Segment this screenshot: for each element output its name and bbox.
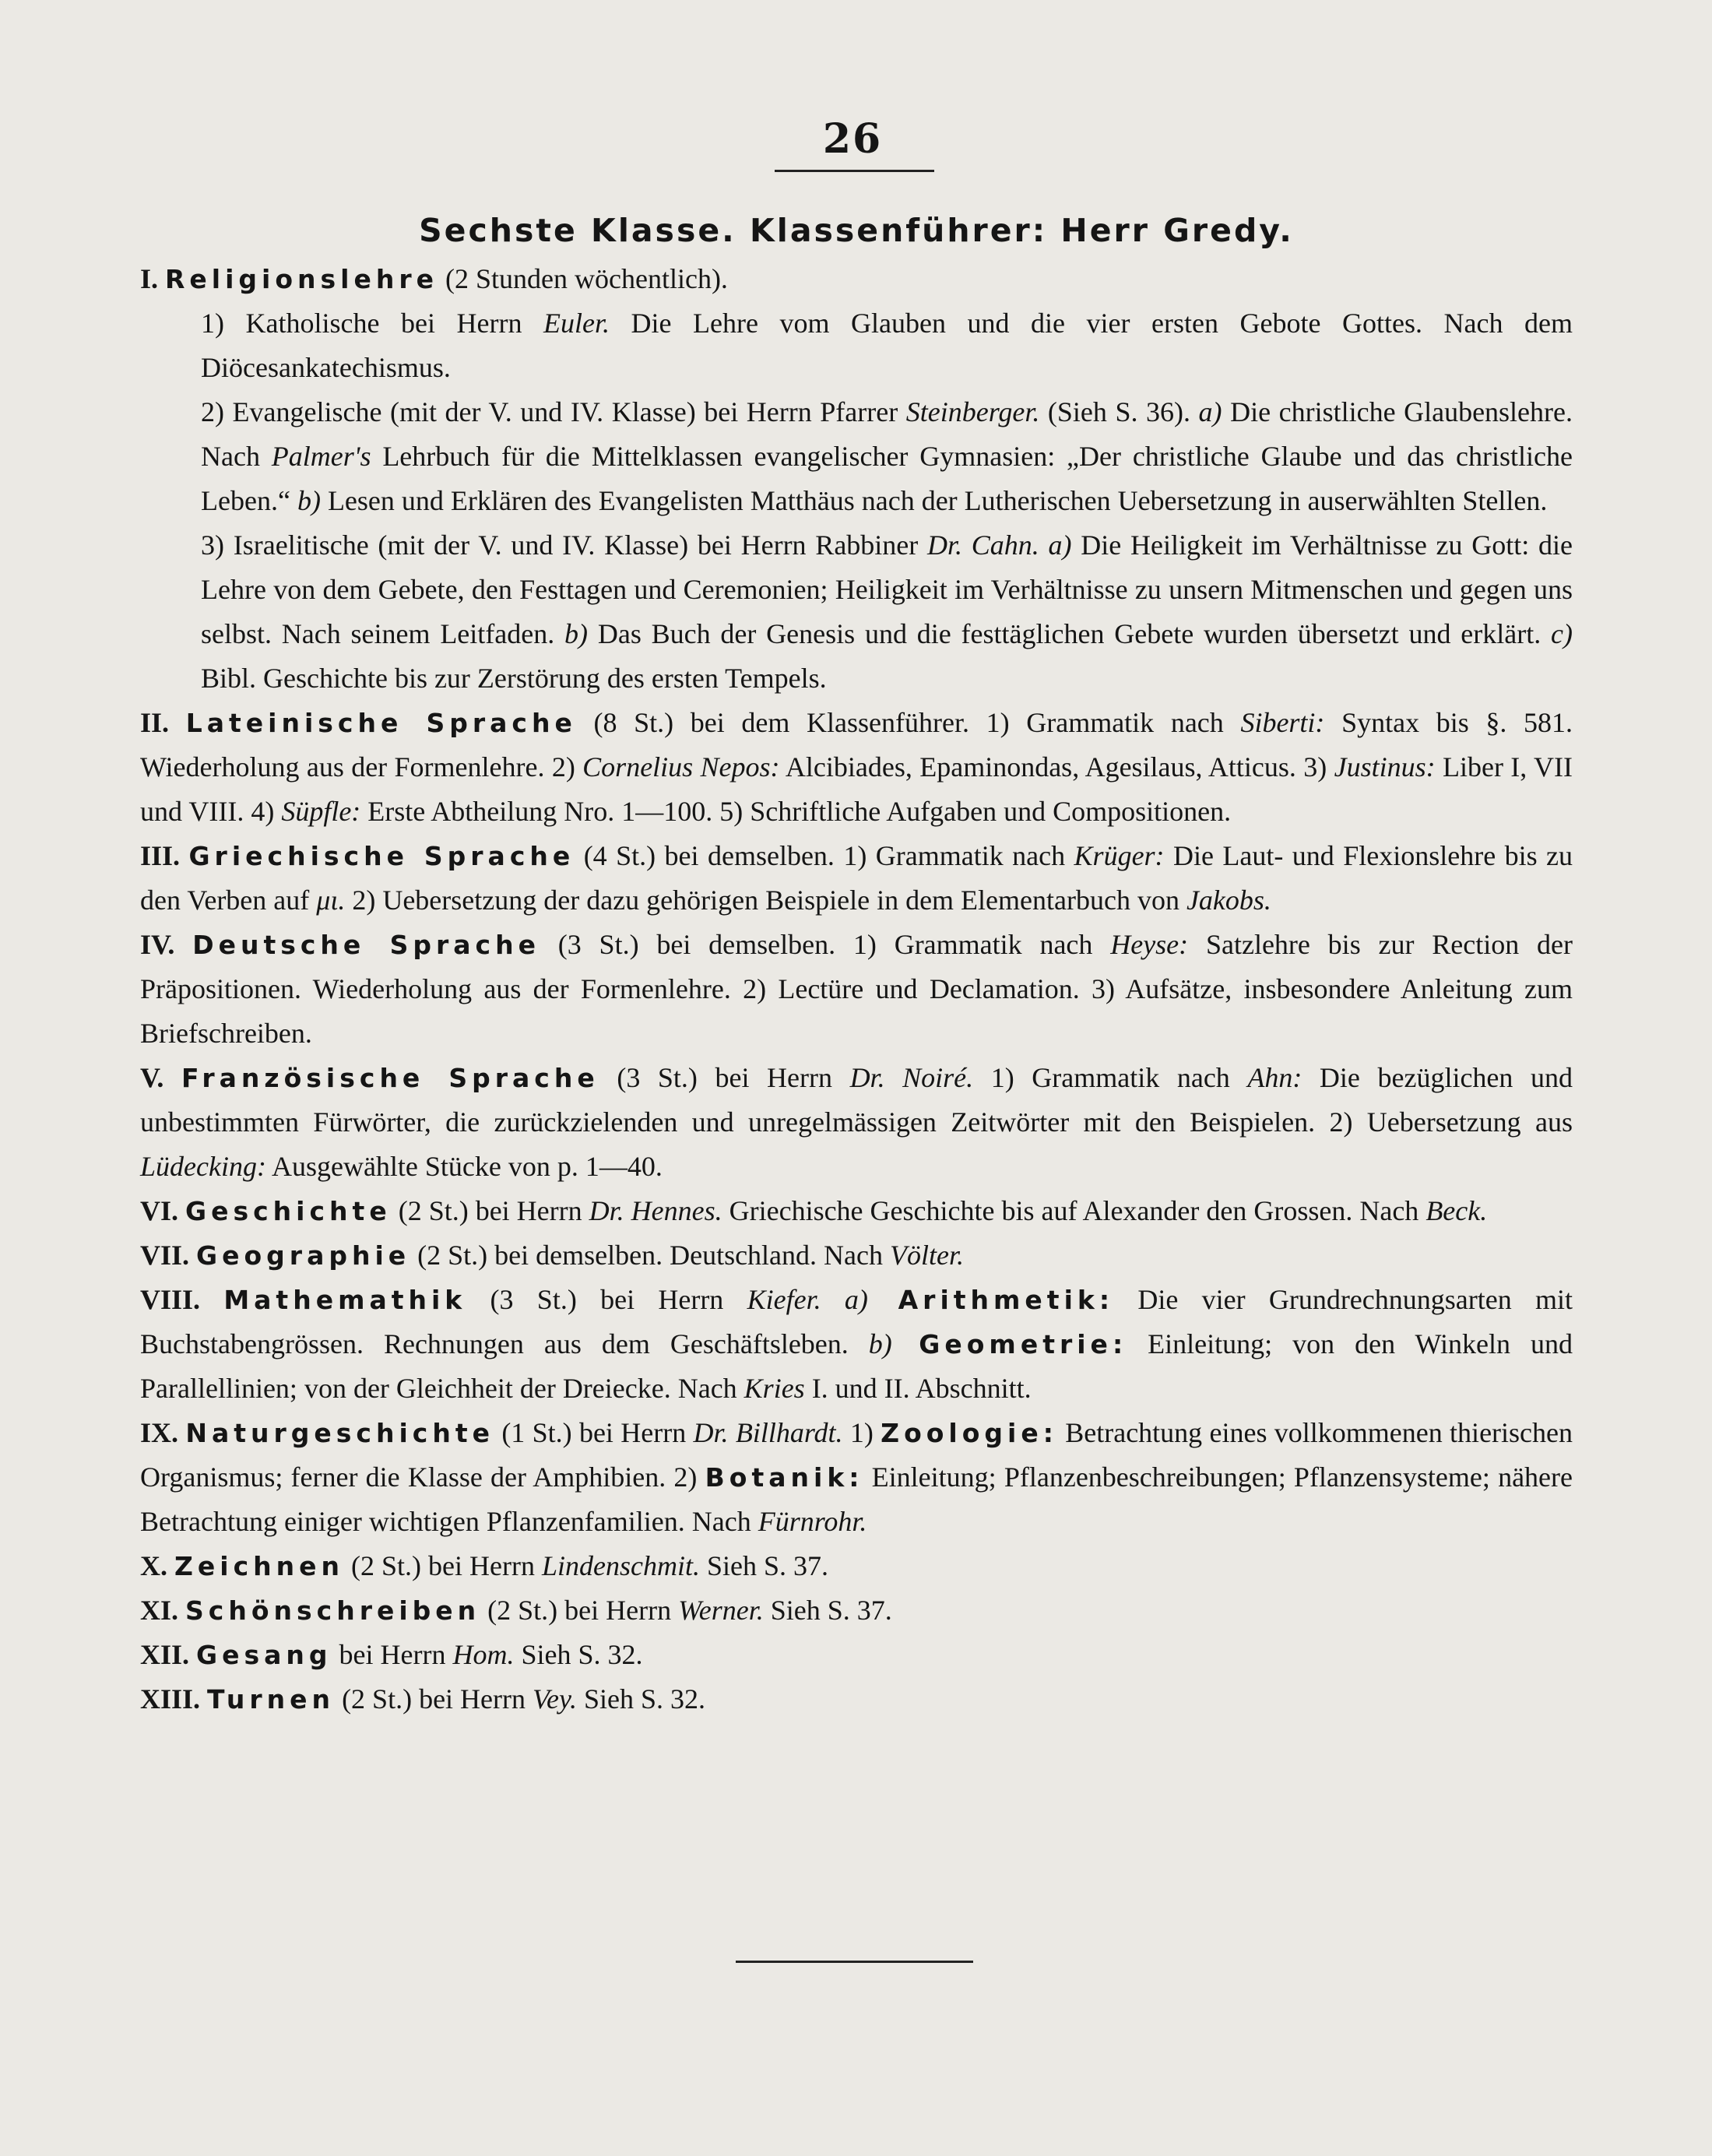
book-author: Ahn: (1247, 1062, 1302, 1093)
topic-name: Arithmetik: (867, 1285, 1115, 1315)
page-number: 26 (822, 115, 883, 163)
section-text: 1) Grammatik nach (973, 1062, 1248, 1093)
book-author: Heyse: (1110, 929, 1189, 960)
section-text: (2 St.) bei Herrn (344, 1550, 542, 1581)
section-text: Sieh S. 32. (576, 1683, 706, 1715)
sub-text: Die Heiligkeit im Verhältnisse zu Gott: die Lehre von dem Gebete, den Festtagen und Ceremonien; Heiligkeit im Verhältnisse zu unsern Mitmenschen und gegen uns selbst. Nach seinem Leitfaden. (201, 529, 1573, 649)
section-text: Die vier Grundrechnungsarten mit Buchstabengrössen. Rechnungen aus dem Geschäftsleben. (140, 1284, 1573, 1359)
teacher-name: Lindenschmit. (541, 1550, 700, 1581)
section-text: Liber I, VII und VIII. 4) (140, 751, 1573, 827)
topic-name: Geometrie: (891, 1329, 1128, 1359)
section-text: Erste Abtheilung Nro. 1—100. 5) Schriftliche Aufgaben und Compositionen. (360, 796, 1232, 827)
section-text: Griechische Geschichte bis auf Alexander den Grossen. Nach (722, 1195, 1426, 1226)
sub-text: Katholische bei Herrn (245, 308, 543, 339)
section-text: Betrachtung eines vollkommenen thierischen Organismus; ferner die Klasse der Amphibien. 2) (140, 1417, 1573, 1493)
greek-term: μι. (316, 885, 346, 916)
book-author: Kries (744, 1373, 805, 1404)
book-author: Justinus: (1334, 751, 1436, 783)
section-text: bei Herrn (332, 1639, 453, 1670)
section-text: (8 St.) bei dem Klassenführer. 1) Grammatik nach (576, 707, 1241, 738)
book-author: Lüdecking: (140, 1151, 266, 1182)
section-french (140, 1056, 1573, 1189)
section-german (140, 923, 1573, 1056)
section-number: I. (140, 263, 159, 294)
sub-text: Die christliche Glaubenslehre. Nach (201, 396, 1573, 472)
book-author: Jakobs. (1186, 885, 1271, 916)
section-religion (140, 257, 1573, 301)
section-number: VII. (140, 1240, 190, 1271)
top-rule (775, 170, 934, 172)
religion-catholic (201, 301, 1573, 390)
section-text: (2 St.) bei Herrn (480, 1595, 679, 1626)
section-text: Alcibiades, Epaminondas, Agesilaus, Atticus. 3) (779, 751, 1334, 783)
subject-name: Französische Sprache (181, 1063, 599, 1093)
section-text: (1 St.) bei Herrn (494, 1417, 694, 1448)
subject-name: Turnen (207, 1684, 336, 1715)
section-number: IV. (140, 929, 175, 960)
section-text: I. und II. Abschnitt. (804, 1373, 1032, 1404)
section-text: 1) (842, 1417, 881, 1448)
item-marker: c) (1551, 618, 1573, 649)
section-text: Die Laut- und Flexionslehre bis zu den Verben auf (140, 840, 1573, 916)
section-number: XII. (140, 1639, 190, 1670)
sub-text: Die Lehre vom Glauben und die vier ersten Gebote Gottes. Nach dem Diöcesankatechismus. (201, 308, 1573, 383)
sub-text: Bibl. Geschichte bis zur Zerstörung des ersten Tempels. (201, 663, 827, 694)
section-text: Sieh S. 37. (699, 1550, 829, 1581)
subject-name: Griechische Sprache (188, 841, 575, 871)
religion-evangelical (201, 390, 1573, 523)
book-author: Süpfle: (281, 796, 361, 827)
book-author: Völter. (890, 1240, 964, 1271)
section-text: Sieh S. 37. (763, 1595, 892, 1626)
item-marker: a) (1198, 396, 1222, 427)
book-author: Fürnrohr. (758, 1506, 867, 1537)
section-text: Die bezüglichen und unbestimmten Fürwörter, die zurückzielenden und unregelmässigen Zeitwörter mit den Beispielen. 2) Uebersetzung aus (140, 1062, 1573, 1138)
section-natural-history (140, 1411, 1573, 1544)
section-number: XIII. (140, 1683, 201, 1715)
section-text: (3 St.) bei Herrn (599, 1062, 850, 1093)
section-text: Einleitung; Pflanzenbeschreibungen; Pflanzensysteme; nähere Betrachtung einiger wichtigen Pflanzenfamilien. Nach (140, 1461, 1573, 1537)
subject-name: Zeichnen (174, 1551, 345, 1581)
sub-text: Lesen und Erklären des Evangelisten Matthäus nach der Lutherischen Uebersetzung in auserwählten Stellen. (320, 485, 1548, 516)
book-author: Cornelius Nepos: (582, 751, 780, 783)
sub-text: Evangelische (mit der V. und IV. Klasse) bei Herrn Pfarrer (232, 396, 906, 427)
section-text: Sieh S. 32. (514, 1639, 643, 1670)
section-text: Syntax bis §. 581. Wiederholung aus der Formenlehre. 2) (140, 707, 1573, 783)
item-marker: a) (821, 1284, 868, 1315)
section-calligraphy (140, 1588, 1573, 1633)
section-number: III. (140, 840, 181, 871)
section-number: VI. (140, 1195, 179, 1226)
section-drawing (140, 1544, 1573, 1588)
section-text: (3 St.) bei Herrn (466, 1284, 747, 1315)
class-heading: Sechste Klasse. Klassenführer: Herr Gredy. (419, 212, 1294, 249)
teacher-name: Kiefer. (747, 1284, 821, 1315)
teacher-name: Vey. (533, 1683, 577, 1715)
teacher-name: Euler. (543, 308, 610, 339)
teacher-name: Dr. Noiré. (849, 1062, 974, 1093)
sub-text: Lehrbuch für die Mittelklassen evangelischer Gymnasien: „Der christliche Glaube und das christliche Leben.“ (201, 441, 1573, 516)
section-text: (2 Stunden wöchentlich). (438, 263, 728, 294)
section-number: VIII. (140, 1284, 201, 1315)
section-singing (140, 1633, 1573, 1677)
section-text: 2) Uebersetzung der dazu gehörigen Beispiele in dem Elementarbuch von (345, 885, 1186, 916)
teacher-name: Steinberger. (905, 396, 1040, 427)
section-number: X. (140, 1550, 167, 1581)
section-latin (140, 701, 1573, 834)
subject-name: Deutsche Sprache (192, 930, 540, 960)
teacher-name: Dr. Cahn. (927, 529, 1039, 561)
section-mathematics (140, 1278, 1573, 1411)
section-text: Einleitung; von den Winkeln und Parallellinien; von der Gleichheit der Dreiecke. Nach (140, 1328, 1573, 1404)
topic-name: Zoologie: (881, 1418, 1058, 1448)
section-gymnastics (140, 1677, 1573, 1722)
subject-name: Geographie (196, 1240, 411, 1271)
item-marker: b) (868, 1328, 892, 1359)
sub-number: 1) (201, 308, 224, 339)
book-author: Krüger: (1074, 840, 1165, 871)
sub-text: Israelitische (mit der V. und IV. Klasse) bei Herrn Rabbiner (233, 529, 928, 561)
sub-number: 3) (201, 529, 224, 561)
section-geography (140, 1233, 1573, 1278)
section-text: (2 St.) bei Herrn (335, 1683, 533, 1715)
subject-name: Geschichte (185, 1196, 392, 1226)
subject-name: Lateinische Sprache (185, 708, 577, 738)
sub-text: Das Buch der Genesis und die festtäglichen Gebete wurden übersetzt und erklärt. (588, 618, 1552, 649)
teacher-name: Dr. Billhardt. (693, 1417, 843, 1448)
section-text: (2 St.) bei Herrn (391, 1195, 589, 1226)
curriculum-body (140, 257, 1573, 1722)
teacher-name: Hom. (452, 1639, 515, 1670)
item-marker: b) (564, 618, 589, 649)
section-text: Ausgewählte Stücke von p. 1—40. (265, 1151, 663, 1182)
religion-israelite (201, 523, 1573, 701)
subject-name: Mathemathik (223, 1285, 467, 1315)
subject-name: Naturgeschichte (185, 1418, 494, 1448)
item-marker: b) (297, 485, 321, 516)
section-history (140, 1189, 1573, 1233)
section-text: (3 St.) bei demselben. 1) Grammatik nach (540, 929, 1111, 960)
section-text: Satzlehre bis zur Rection der Präpositionen. Wiederholung aus der Formenlehre. 2) Lectüre und Declamation. 3) Aufsätze, insbesondere Anleitung zum Briefschreiben. (140, 929, 1573, 1049)
teacher-name: Dr. Hennes. (589, 1195, 722, 1226)
sub-text: (Sieh S. 36). (1039, 396, 1199, 427)
book-author: Palmer's (271, 441, 371, 472)
subject-name: Schönschreiben (185, 1595, 481, 1626)
section-number: V. (140, 1062, 164, 1093)
item-marker: a) (1039, 529, 1072, 561)
topic-name: Botanik: (705, 1462, 864, 1493)
sub-number: 2) (201, 396, 224, 427)
book-author: Beck. (1425, 1195, 1488, 1226)
section-number: XI. (140, 1595, 179, 1626)
section-greek (140, 834, 1573, 923)
book-author: Siberti: (1240, 707, 1325, 738)
teacher-name: Werner. (678, 1595, 764, 1626)
section-text: (4 St.) bei demselben. 1) Grammatik nach (575, 840, 1074, 871)
bottom-rule (736, 1961, 973, 1963)
section-number: IX. (140, 1417, 179, 1448)
section-text: (2 St.) bei demselben. Deutschland. Nach (410, 1240, 890, 1271)
subject-name: Gesang (196, 1640, 332, 1670)
section-number: II. (140, 707, 170, 738)
subject-name: Religionslehre (165, 264, 439, 294)
